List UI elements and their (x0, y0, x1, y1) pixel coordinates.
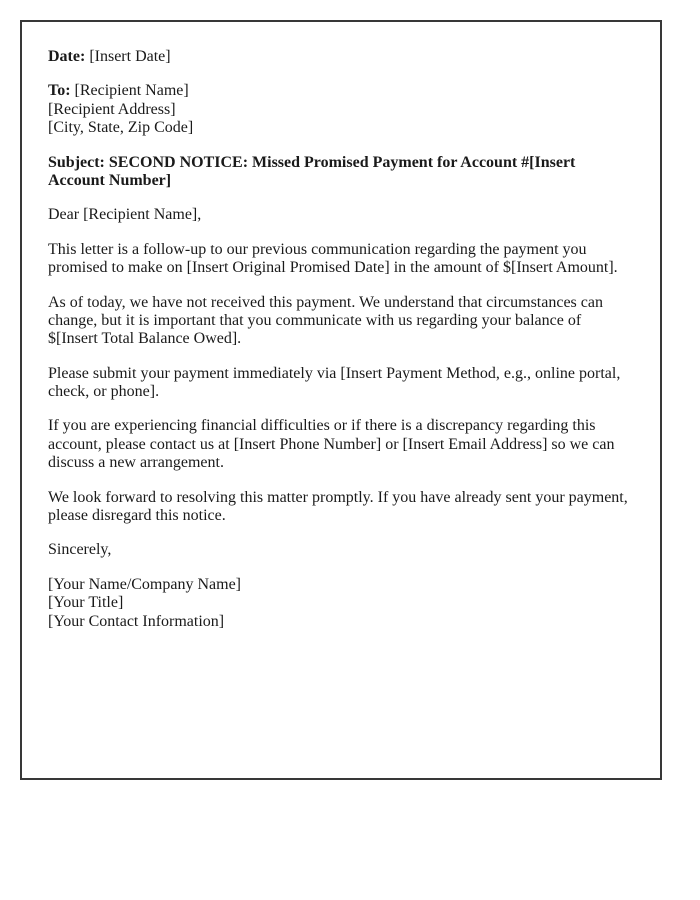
signature-title: [Your Title] (48, 594, 124, 612)
to-label: To: (48, 82, 71, 100)
closing: Sincerely, (48, 541, 112, 559)
paragraph-followup: This letter is a follow-up to our previous communication regarding the payment you promised to make on [Insert Original Promised Date] in the amount of $[Insert Amount]. (48, 240, 618, 277)
paragraph-difficulties: If you are experiencing financial difficulties or if there is a discrepancy regarding this account, please contact us at [Insert Phone Number] or [Insert Email Address] so we can discuss a new arrangement. (48, 417, 615, 472)
signature-name: [Your Name/Company Name] (48, 575, 242, 593)
salutation: Dear [Recipient Name], (48, 206, 202, 224)
recipient-name: [Recipient Name] (74, 82, 189, 100)
subject-line: Subject: SECOND NOTICE: Missed Promised Payment for Account #[Insert Account Number] (48, 153, 576, 189)
signature-block (48, 576, 634, 631)
signature-contact: [Your Contact Information] (48, 612, 225, 630)
paragraph-resolving: We look forward to resolving this matter promptly. If you have already sent your payment, please disregard this notice. (48, 488, 628, 525)
date-label: Date: (48, 48, 86, 65)
recipient-city-state-zip: [City, State, Zip Code] (48, 119, 194, 137)
date-value: [Insert Date] (89, 48, 171, 65)
date-line (48, 48, 634, 66)
to-line (48, 82, 634, 100)
recipient-block (48, 82, 634, 137)
letter-document (20, 20, 662, 780)
recipient-address: [Recipient Address] (48, 100, 176, 118)
paragraph-not-received: As of today, we have not received this payment. We understand that circumstances can change, but it is important that you communicate with us regarding your balance of $[Insert Total Balance Owed]. (48, 293, 603, 348)
paragraph-submit-payment: Please submit your payment immediately via [Insert Payment Method, e.g., online portal, check, or phone]. (48, 364, 621, 401)
letter-body (22, 22, 660, 657)
